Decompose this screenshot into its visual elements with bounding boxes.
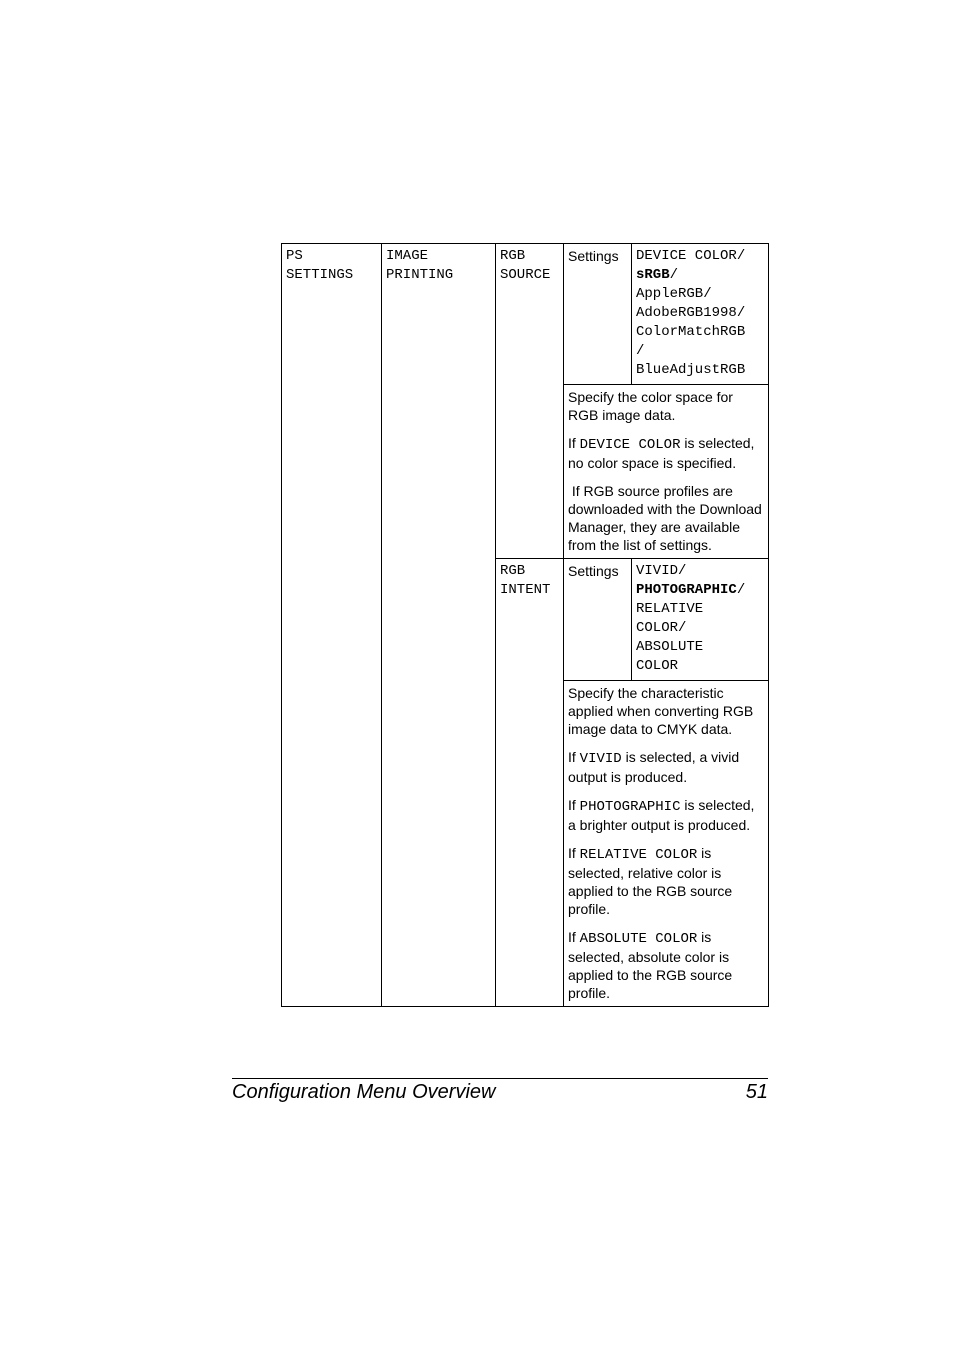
option-colormatchrgb: ColorMatchRGB: [636, 324, 746, 340]
rgb-source-settings-label: Settings: [564, 244, 632, 385]
option-vivid: VIVID/: [636, 563, 687, 579]
rgb-intent-settings-label: Settings: [564, 559, 632, 681]
option-absolute: ABSOLUTE: [636, 639, 704, 655]
rgb-source-description: [564, 385, 769, 559]
option-separator: /: [669, 267, 679, 283]
submenu-cell: [382, 244, 496, 1007]
inline-code: ABSOLUTE COLOR: [579, 931, 698, 947]
footer-title: Configuration Menu Overview: [232, 1081, 496, 1103]
submenu-label-line-2: PRINTING: [386, 267, 454, 283]
configuration-menu-table: [281, 243, 769, 1007]
option-relative: RELATIVE: [636, 601, 704, 617]
submenu-label-line-1: IMAGE: [386, 248, 429, 264]
rgb-source-label-line-1: RGB: [500, 248, 526, 264]
option-relative-color: COLOR/: [636, 620, 687, 636]
menu-label-line-2: SETTINGS: [286, 267, 354, 283]
option-separator: /: [636, 343, 645, 359]
option-blueadjustrgb: BlueAdjustRGB: [636, 362, 746, 378]
inline-code: RELATIVE COLOR: [579, 847, 698, 863]
option-adobergb1998: AdobeRGB1998/: [636, 305, 746, 321]
description-paragraph: If VIVID is selected, a vivid output is produced.: [568, 749, 740, 785]
inline-code: PHOTOGRAPHIC: [579, 799, 681, 815]
description-paragraph: If RELATIVE COLOR is selected, relative color is applied to the RGB source profile.: [568, 845, 733, 917]
inline-code: DEVICE COLOR: [579, 437, 681, 453]
option-separator: /: [736, 582, 746, 598]
menu-cell: [282, 244, 382, 1007]
option-absolute-color: COLOR: [636, 658, 679, 674]
footer-divider: [232, 1078, 768, 1079]
rgb-source-options: [632, 244, 769, 385]
option-srgb-default: sRGB: [636, 267, 670, 283]
page-number: 51: [745, 1081, 768, 1103]
rgb-intent-item-cell: [496, 559, 564, 1007]
description-paragraph: If RGB source profiles are downloaded with the Download Manager, they are available from the list of settings.: [568, 483, 766, 553]
rgb-source-item-cell: [496, 244, 564, 559]
rgb-intent-label-line-2: INTENT: [500, 582, 551, 598]
rgb-intent-description: [564, 681, 769, 1007]
menu-label-line-1: PS: [286, 248, 303, 264]
description-paragraph: If PHOTOGRAPHIC is selected, a brighter output is produced.: [568, 797, 755, 833]
rgb-source-label-line-2: SOURCE: [500, 267, 551, 283]
rgb-intent-options: [632, 559, 769, 681]
description-paragraph: If DEVICE COLOR is selected, no color space is specified.: [568, 435, 755, 471]
option-applergb: AppleRGB/: [636, 286, 712, 302]
description-paragraph: Specify the characteristic applied when converting RGB image data to CMYK data.: [568, 685, 754, 737]
rgb-intent-label-line-1: RGB: [500, 563, 526, 579]
description-paragraph: Specify the color space for RGB image data.: [568, 389, 733, 423]
option-photographic-default: PHOTOGRAPHIC: [636, 582, 737, 598]
inline-code: VIVID: [579, 751, 622, 767]
description-paragraph: If ABSOLUTE COLOR is selected, absolute color is applied to the RGB source profile.: [568, 929, 733, 1001]
option-device-color: DEVICE COLOR/: [636, 248, 746, 264]
